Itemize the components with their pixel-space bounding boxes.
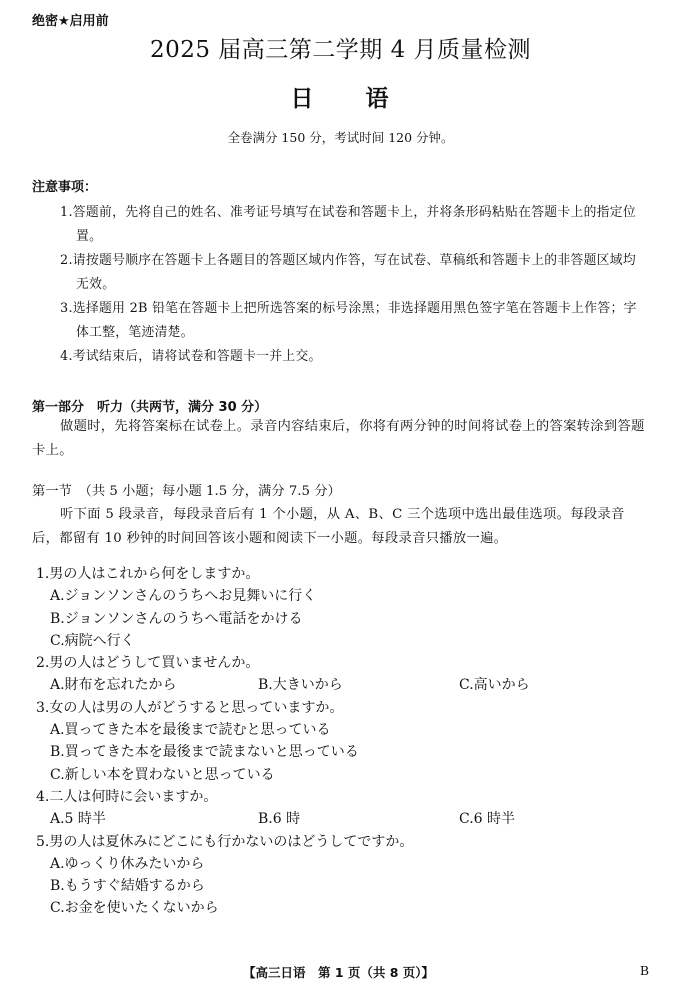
option-c: C.高いから	[459, 677, 530, 694]
page-footer	[0, 963, 677, 981]
note-item-4: 4.考试结束后，请将试卷和答题卡一并上交。	[60, 349, 322, 364]
option-b: B.もうすぐ結婚するから	[50, 878, 205, 895]
question-1	[32, 563, 649, 652]
exam-title: 2025 届高三第二学期 4 月质量检测	[149, 37, 532, 63]
question-stem: 1.男の人はこれから何をしますか。	[36, 566, 260, 582]
option-row	[32, 808, 649, 830]
option-b: B.買ってきた本を最後まで読まないと思っている	[50, 744, 359, 761]
option-b: B.ジョンソンさんのうちへ電話をかける	[50, 610, 303, 627]
option-row	[32, 674, 649, 696]
subject-title: 日 语	[290, 86, 391, 112]
notes-heading: 注意事项：	[32, 180, 98, 195]
note-item-1: 1.答题前，先将自己的姓名、准考证号填写在试卷和答题卡上，并将条形码粘贴在答题卡上的指定位置。	[60, 205, 636, 244]
option-a: A.5 時半	[50, 811, 106, 828]
option-a: A.買ってきた本を最後まで読むと思っている	[50, 722, 331, 739]
section1-heading: 第一节 （共 5 小题；每小题 1.5 分，满分 7.5 分）	[32, 484, 341, 499]
option-b: B.6 時	[258, 811, 301, 828]
option-c: C.新しい本を買わないと思っている	[50, 766, 275, 783]
question-stem: 5.男の人は夏休みにどこにも行かないのはどうしてですか。	[36, 833, 414, 850]
question-stem: 2.男の人はどうして買いませんか。	[36, 655, 260, 672]
part1-heading: 第一部分 听力（共两节，满分 30 分）	[32, 400, 268, 415]
option-c: C.お金を使いたくないから	[50, 900, 219, 917]
question-5	[32, 831, 649, 920]
score-line: 全卷满分 150 分，考试时间 120 分钟。	[227, 130, 454, 145]
question-3	[32, 697, 649, 786]
question-list	[32, 563, 649, 920]
note-item-3: 3.选择题用 2B 铅笔在答题卡上把所选答案的标号涂黑；非选择题用黑色签字笔在答题卡上作答；字体工整，笔迹清楚。	[60, 301, 637, 340]
section1-instruction: 听下面 5 段录音，每段录音后有 1 个小题，从 A、B、C 三个选项中选出最佳选项。每段录音后，都留有 10 秒钟的时间回答该小题和阅读下一小题。每段录音只播放一遍。	[32, 507, 625, 546]
question-4	[32, 786, 649, 831]
option-c: C.6 時半	[459, 811, 516, 828]
question-2	[32, 652, 649, 697]
option-a: A.ジョンソンさんのうちへお見舞いに行く	[50, 588, 317, 605]
question-stem: 3.女の人は男の人がどうすると思っていますか。	[36, 699, 344, 716]
option-a: A.ゆっくり休みたいから	[50, 855, 205, 872]
question-stem: 4.二人は何時に会いますか。	[36, 788, 218, 805]
notes-list	[32, 201, 649, 369]
paper-version: B	[639, 963, 649, 978]
note-item-2: 2.请按题号顺序在答题卡上各题目的答题区域内作答，写在试卷、草稿纸和答题卡上的非答题区域均无效。	[60, 253, 636, 292]
page-number-label: 【高三日语 第 1 页（共 8 页）】	[242, 965, 435, 980]
part1-instruction: 做题时，先将答案标在试卷上。录音内容结束后，你将有两分钟的时间将试卷上的答案转涂到答题卡上。	[32, 419, 645, 458]
option-a: A.財布を忘れたから	[50, 677, 177, 694]
option-b: B.大きいから	[258, 677, 343, 694]
secret-label: 绝密★启用前	[32, 14, 109, 29]
option-c: C.病院へ行く	[50, 632, 135, 649]
